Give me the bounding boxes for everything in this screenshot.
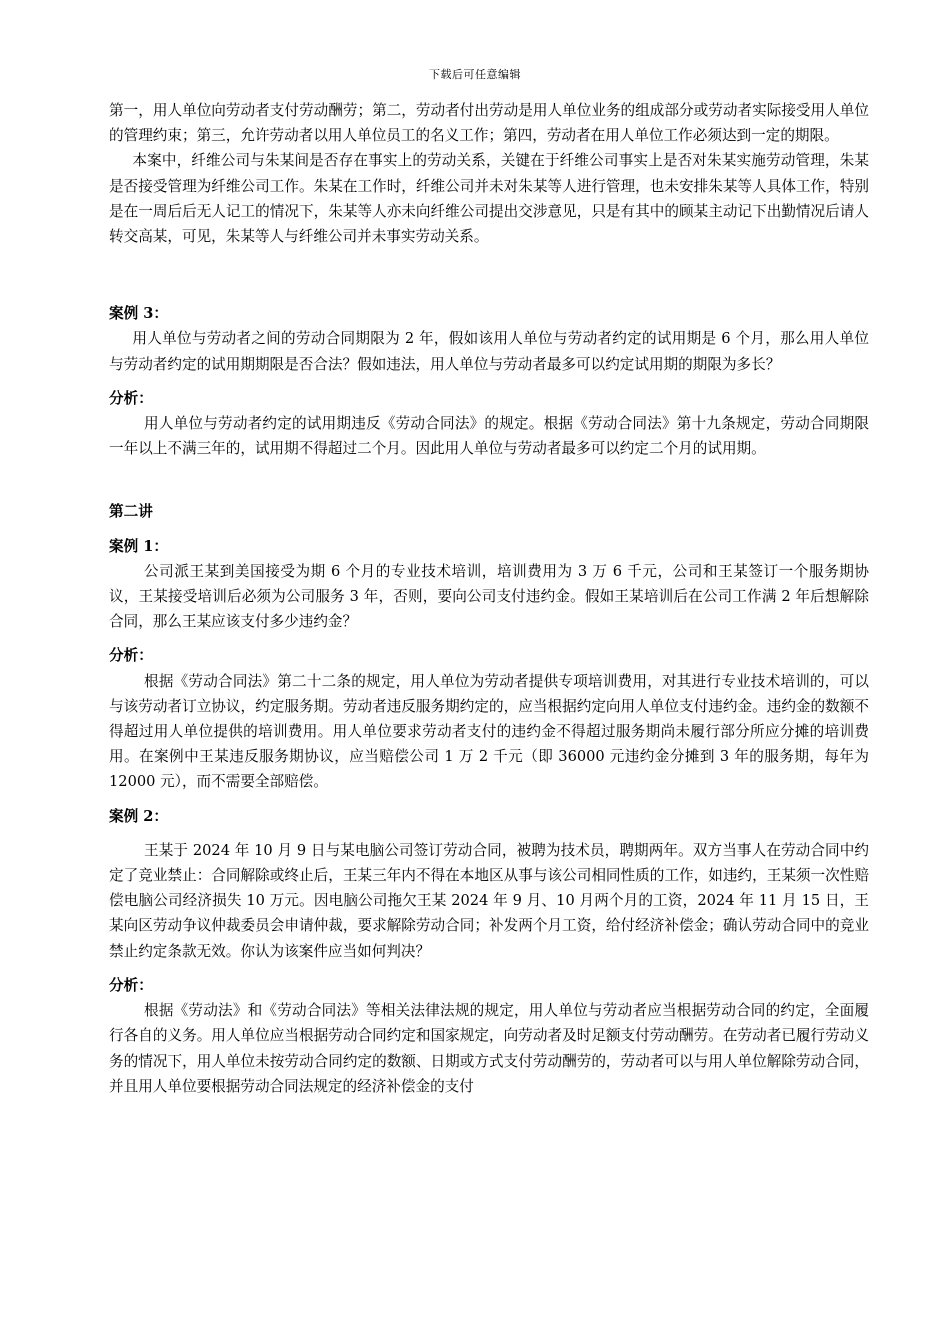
analysis-heading: 分析： [109, 389, 153, 407]
spacer [109, 634, 869, 643]
analysis-text: 用人单位与劳动者约定的试用期违反《劳动合同法》的规定。根据《劳动合同法》第十九条规定，劳动合同期限一年以上不满三年的，试用期不得超过二个月。因此用人单位与劳动者最多可以约定二个月的试用期。 [109, 415, 869, 458]
lecture-2-case-1-text: 公司派王某到美国接受为期 6 个月的专业技术培训，培训费用为 3 万 6 千元，公司和王某签订一个服务期协议，王某接受培训后必须为公司服务 3 年，否则，要向公司支付违约金。假如王某培训后在公司工作满 2 年后想解除合同，那么王某应该支付多少违约金？ [109, 562, 869, 631]
lecture-2-case-2-text: 王某于 2024 年 10 月 9 日与某电脑公司签订劳动合同，被聘为技术员，聘期两年。双方当事人在劳动合同中约定了竞业禁止：合同解除或终止后，王某三年内不得在本地区从事与该公司相同性质的工作，如违约，王某须一次性赔偿电脑公司经济损失 10 万元。因电脑公司拖欠王某 2024 年 9 月、10 月两个月的工资，2024 年 11 月 15 日，王某向区劳动争议仲裁委员会申请仲裁，要求解除劳动合同；补发两个月工资，给付经济补偿金；确认劳动合同中的竞业禁止约定条款无效。你认为该案件应当如何判决？ [109, 841, 869, 960]
analysis-text: 根据《劳动法》和《劳动合同法》等相关法律法规的规定，用人单位与劳动者应当根据劳动合同的约定，全面履行各自的义务。用人单位应当根据劳动合同约定和国家规定，向劳动者及时足额支付劳动酬劳。在劳动者已履行劳动义务的情况下，用人单位未按劳动合同约定的数额、日期或方式支付劳动酬劳的，劳动者可以与用人单位解除劳动合同，并且用人单位要根据劳动合同法规定的经济补偿金的支付 [109, 1002, 869, 1095]
lecture-2-case-2-heading: 案例 2： [109, 807, 169, 825]
spacer [109, 525, 869, 534]
lecture-2-heading: 第二讲 [109, 503, 153, 521]
spacer [109, 795, 869, 804]
paragraph-case-analysis: 本案中，纤维公司与朱某间是否存在事实上的劳动关系，关键在于纤维公司事实上是否对朱某实施劳动管理，朱某是否接受管理为纤维公司工作。朱某在工作时，纤维公司并未对朱某等人进行管理，也未安排朱某等人具体工作，特别是在一周后后无人记工的情况下，朱某等人亦未向纤维公司提出交涉意见，只是有其中的顾某主动记下出勤情况后请人转交高某，可见，朱某等人与纤维公司并未事实劳动关系。 [109, 152, 869, 246]
lecture-2-case-1-heading: 案例 1： [109, 537, 169, 555]
spacer [109, 964, 869, 973]
analysis-heading: 分析： [109, 647, 153, 665]
page-header: 下载后可任意编辑 [429, 68, 521, 81]
spacer [109, 829, 869, 838]
spacer [109, 249, 869, 301]
case-3-heading: 案例 3： [109, 305, 169, 323]
analysis-text: 根据《劳动合同法》第二十二条的规定，用人单位为劳动者提供专项培训费用，对其进行专业技术培训的，可以与该劳动者订立协议，约定服务期。劳动者违反服务期约定的，应当根据约定向用人单位支付违约金。违约金的数额不得超过用人单位提供的培训费用。用人单位要求劳动者支付的违约金不得超过服务期尚未履行部分所应分摊的培训费用。在案例中王某违反服务期协议，应当赔偿公司 1 万 2 千元（即 36000 元违约金分摊到 3 年的服务期，每年为 12000 元），而不需要全部赔偿。 [109, 672, 869, 791]
document-body [109, 98, 869, 1099]
spacer [109, 377, 869, 386]
case-3-text: 用人单位与劳动者之间的劳动合同期限为 2 年，假如该用人单位与劳动者约定的试用期是 6 个月，那么用人单位与劳动者约定的试用期期限是否合法？假如违法，用人单位与劳动者最多可以约定试用期的期限为多长？ [109, 330, 869, 373]
analysis-heading: 分析： [109, 976, 153, 994]
paragraph-labor-relation-criteria: 第一，用人单位向劳动者支付劳动酬劳；第二，劳动者付出劳动是用人单位业务的组成部分或劳动者实际接受用人单位的管理约束；第三，允许劳动者以用人单位员工的名义工作；第四，劳动者在用人单位工作必须达到一定的期限。 [109, 102, 869, 145]
spacer [109, 461, 869, 499]
